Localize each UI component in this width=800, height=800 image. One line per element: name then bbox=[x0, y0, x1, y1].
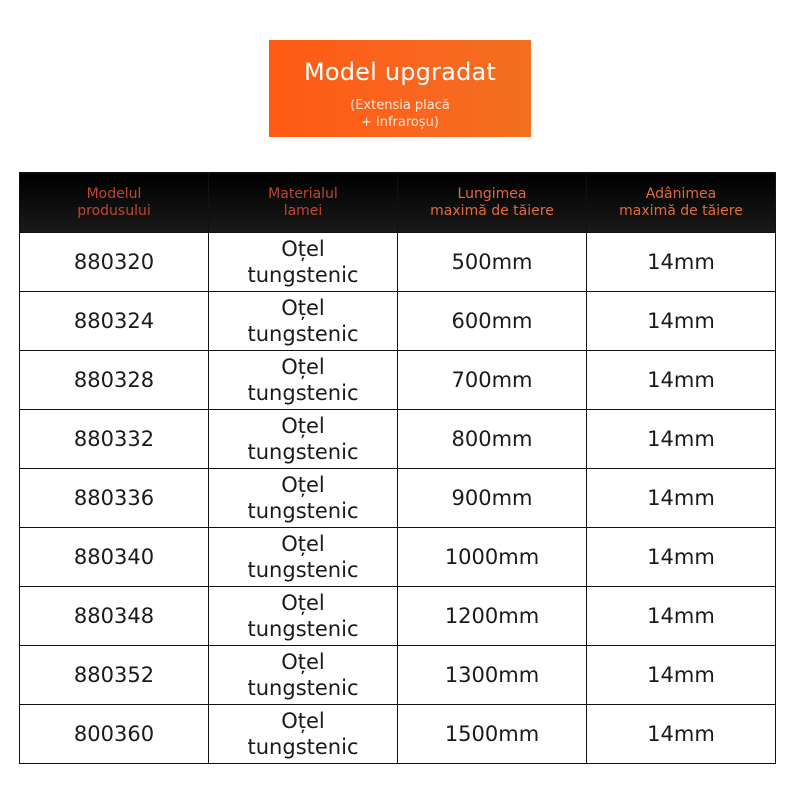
header-max-depth bbox=[587, 173, 776, 233]
cell-length: 1200mm bbox=[398, 587, 587, 646]
cell-material bbox=[209, 587, 398, 646]
cell-depth: 14mm bbox=[587, 410, 776, 469]
header-model-line2: produsului bbox=[77, 202, 151, 219]
cell-material bbox=[209, 292, 398, 351]
cell-depth: 14mm bbox=[587, 646, 776, 705]
table-header-row bbox=[20, 173, 776, 233]
table-row bbox=[20, 410, 776, 469]
cell-depth: 14mm bbox=[587, 705, 776, 764]
header-max-length bbox=[398, 173, 587, 233]
material-line1: Oțel bbox=[281, 355, 325, 379]
material-line1: Oțel bbox=[281, 296, 325, 320]
material-line2: tungstenic bbox=[247, 440, 359, 464]
cell-material bbox=[209, 528, 398, 587]
material-line1: Oțel bbox=[281, 591, 325, 615]
banner-subtitle-line2: + infraroșu) bbox=[361, 115, 439, 130]
upgrade-banner bbox=[269, 40, 531, 137]
cell-model: 880332 bbox=[20, 410, 209, 469]
cell-depth: 14mm bbox=[587, 587, 776, 646]
banner-subtitle bbox=[269, 97, 531, 131]
cell-material bbox=[209, 233, 398, 292]
header-max-length-line1: Lungimea bbox=[457, 185, 527, 202]
header-max-depth-line2: maximă de tăiere bbox=[619, 202, 743, 219]
specifications-table bbox=[19, 172, 776, 764]
cell-depth: 14mm bbox=[587, 351, 776, 410]
material-line1: Oțel bbox=[281, 650, 325, 674]
cell-model: 880348 bbox=[20, 587, 209, 646]
header-material bbox=[209, 173, 398, 233]
header-max-depth-line1: Adânimea bbox=[645, 185, 717, 202]
material-line2: tungstenic bbox=[247, 499, 359, 523]
header-material-line1: Materialul bbox=[268, 185, 338, 202]
cell-length: 500mm bbox=[398, 233, 587, 292]
table-row bbox=[20, 292, 776, 351]
cell-model: 880352 bbox=[20, 646, 209, 705]
material-line2: tungstenic bbox=[247, 263, 359, 287]
table-row bbox=[20, 587, 776, 646]
material-line2: tungstenic bbox=[247, 558, 359, 582]
material-line2: tungstenic bbox=[247, 617, 359, 641]
cell-depth: 14mm bbox=[587, 292, 776, 351]
cell-model: 880328 bbox=[20, 351, 209, 410]
cell-depth: 14mm bbox=[587, 233, 776, 292]
material-line1: Oțel bbox=[281, 709, 325, 733]
cell-depth: 14mm bbox=[587, 528, 776, 587]
cell-model: 880340 bbox=[20, 528, 209, 587]
material-line1: Oțel bbox=[281, 473, 325, 497]
cell-length: 800mm bbox=[398, 410, 587, 469]
cell-material bbox=[209, 410, 398, 469]
table-row bbox=[20, 528, 776, 587]
header-max-length-line2: maximă de tăiere bbox=[430, 202, 554, 219]
cell-model: 800360 bbox=[20, 705, 209, 764]
table-row bbox=[20, 705, 776, 764]
cell-model: 880336 bbox=[20, 469, 209, 528]
cell-material bbox=[209, 646, 398, 705]
cell-material bbox=[209, 351, 398, 410]
material-line2: tungstenic bbox=[247, 381, 359, 405]
table-row bbox=[20, 469, 776, 528]
header-model-line1: Modelul bbox=[86, 185, 142, 202]
cell-material bbox=[209, 469, 398, 528]
cell-model: 880324 bbox=[20, 292, 209, 351]
material-line1: Oțel bbox=[281, 532, 325, 556]
banner-subtitle-line1: (Extensia placă bbox=[350, 98, 450, 113]
material-line1: Oțel bbox=[281, 237, 325, 261]
header-model bbox=[20, 173, 209, 233]
cell-length: 600mm bbox=[398, 292, 587, 351]
cell-length: 1000mm bbox=[398, 528, 587, 587]
cell-depth: 14mm bbox=[587, 469, 776, 528]
cell-length: 1500mm bbox=[398, 705, 587, 764]
material-line2: tungstenic bbox=[247, 322, 359, 346]
table-row bbox=[20, 351, 776, 410]
table-row bbox=[20, 233, 776, 292]
cell-length: 1300mm bbox=[398, 646, 587, 705]
material-line2: tungstenic bbox=[247, 676, 359, 700]
header-material-line2: lamei bbox=[283, 202, 323, 219]
cell-material bbox=[209, 705, 398, 764]
cell-length: 700mm bbox=[398, 351, 587, 410]
material-line2: tungstenic bbox=[247, 735, 359, 759]
table-row bbox=[20, 646, 776, 705]
material-line1: Oțel bbox=[281, 414, 325, 438]
cell-length: 900mm bbox=[398, 469, 587, 528]
banner-title: Model upgradat bbox=[303, 58, 497, 86]
cell-model: 880320 bbox=[20, 233, 209, 292]
